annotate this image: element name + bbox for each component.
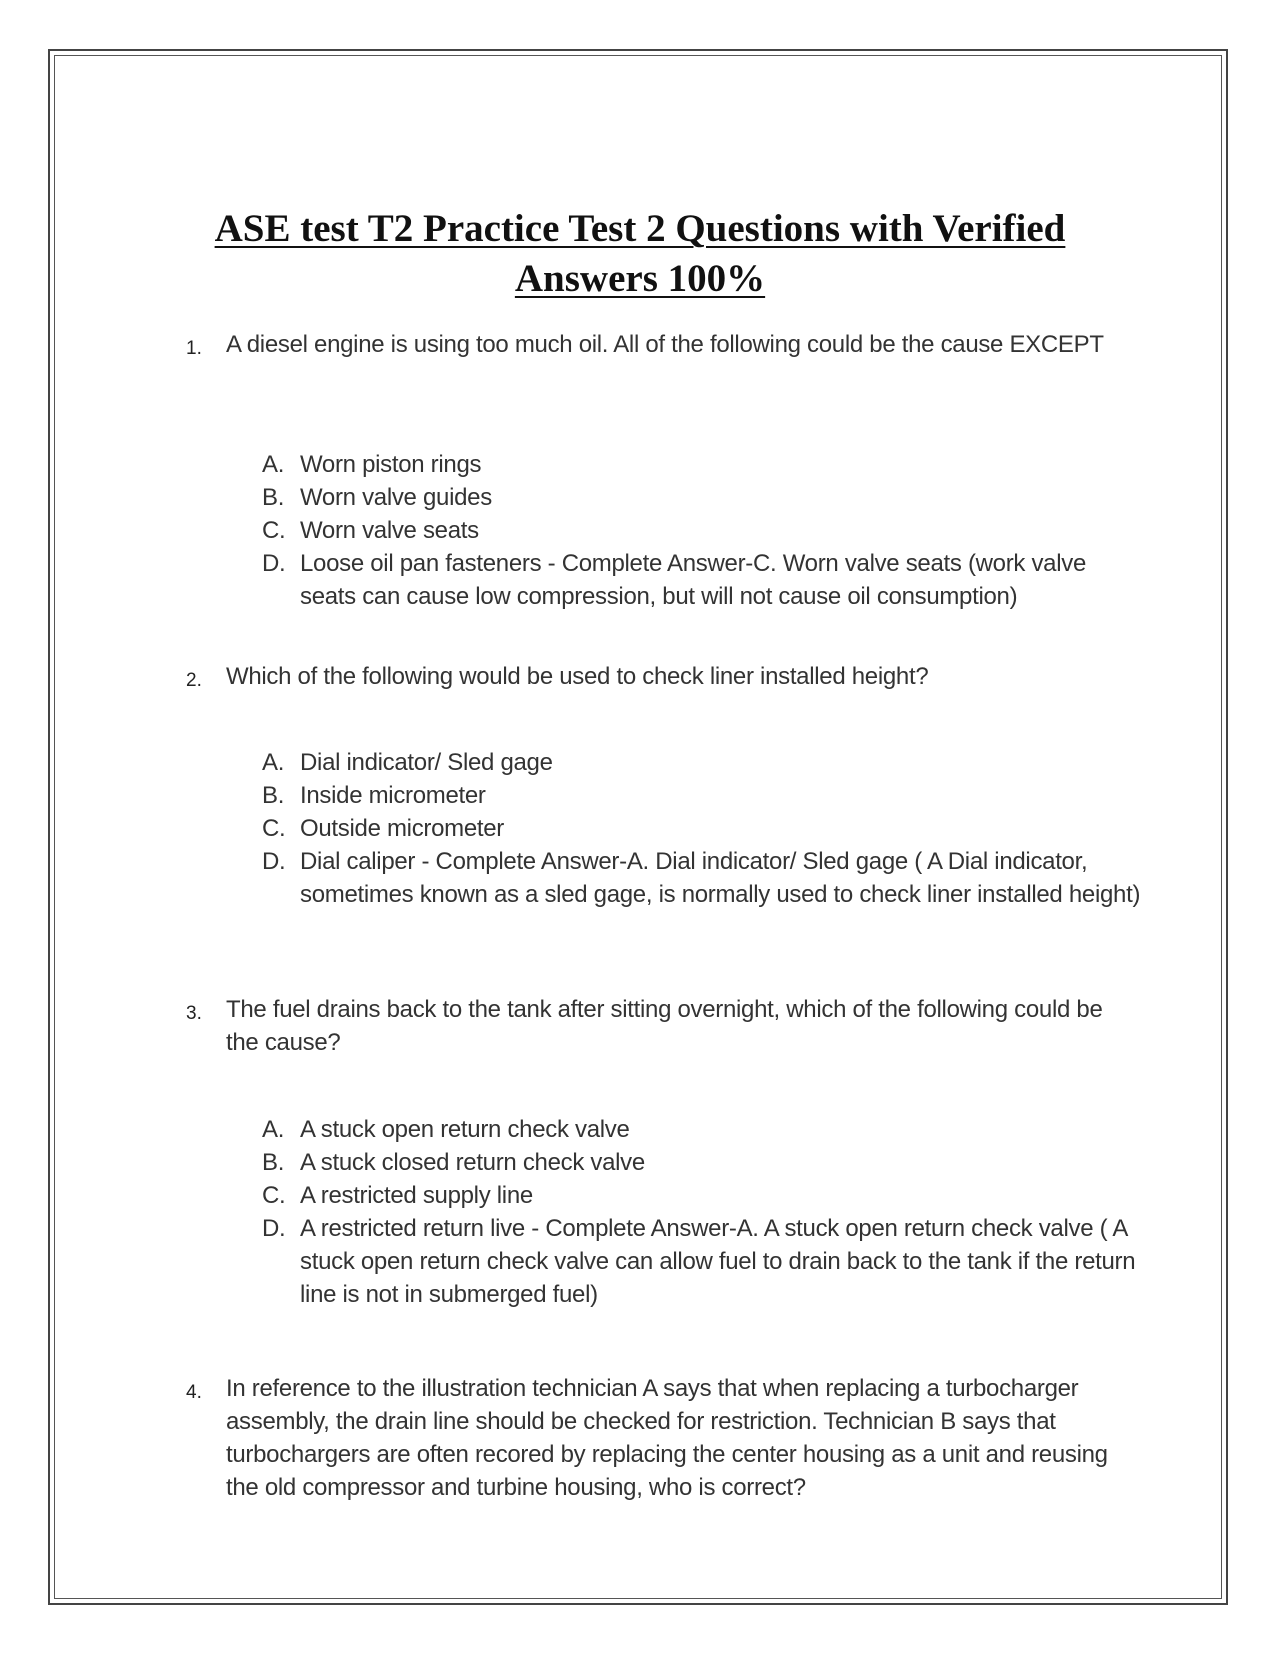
option-text: A stuck open return check valve xyxy=(300,1116,630,1143)
option-text: Outside micrometer xyxy=(300,815,504,842)
answer-option xyxy=(262,448,1142,481)
option-letter: C. xyxy=(262,1182,286,1209)
answer-option xyxy=(262,1179,1142,1212)
option-letter: A. xyxy=(262,749,285,776)
option-text: A stuck closed return check valve xyxy=(300,1149,645,1176)
option-letter: D. xyxy=(262,848,286,875)
answer-options xyxy=(262,448,1142,613)
answer-options xyxy=(262,746,1142,911)
question-text: The fuel drains back to the tank after sitting overnight, which of the following could be the cause? xyxy=(226,996,1103,1056)
question-text: A diesel engine is using too much oil. All of the following could be the cause EXCEPT xyxy=(226,331,1104,358)
question-number: 1. xyxy=(186,338,202,359)
option-text: Worn valve seats xyxy=(300,517,479,544)
answer-option xyxy=(262,1146,1142,1179)
answer-option xyxy=(262,481,1142,514)
answer-options xyxy=(262,1113,1142,1311)
answer-option xyxy=(262,514,1142,547)
answer-option xyxy=(262,547,1142,613)
question-text: Which of the following would be used to check liner installed height? xyxy=(226,663,929,690)
option-text: A restricted supply line xyxy=(300,1182,533,1209)
answer-option xyxy=(262,1212,1142,1311)
question-number: 2. xyxy=(186,670,202,691)
option-letter: B. xyxy=(262,782,285,809)
option-letter: A. xyxy=(262,1116,285,1143)
option-letter: B. xyxy=(262,1149,285,1176)
option-text: Worn valve guides xyxy=(300,484,492,511)
option-text: A restricted return live - Complete Answer-A. A stuck open return check valve ( A stuck open return check valve can allow fuel to drain back to the tank if the return line is not in submerged fuel) xyxy=(300,1215,1136,1308)
answer-option xyxy=(262,779,1142,812)
option-letter: D. xyxy=(262,1215,286,1242)
option-text: Inside micrometer xyxy=(300,782,486,809)
option-text: Loose oil pan fasteners - Complete Answer-C. Worn valve seats (work valve seats can cause low compression, but will not cause oil consumption) xyxy=(300,550,1087,610)
option-letter: C. xyxy=(262,517,286,544)
option-letter: D. xyxy=(262,550,286,577)
question-number: 4. xyxy=(186,1382,202,1403)
option-letter: C. xyxy=(262,815,286,842)
option-text: Dial indicator/ Sled gage xyxy=(300,749,553,776)
option-text: Dial caliper - Complete Answer-A. Dial indicator/ Sled gage ( A Dial indicator, sometimes known as a sled gage, is normally used to check liner installed height) xyxy=(300,848,1141,908)
option-text: Worn piston rings xyxy=(300,451,482,478)
answer-option xyxy=(262,845,1142,911)
question-number: 3. xyxy=(186,1003,202,1024)
option-letter: B. xyxy=(262,484,285,511)
question-text: In reference to the illustration technician A says that when replacing a turbocharger assembly, the drain line should be checked for restriction. Technician B says that turbochargers are often recored by replacing the center housing as a unit and reusing the old compressor and turbine housing, who is correct? xyxy=(226,1375,1108,1501)
option-letter: A. xyxy=(262,451,285,478)
document-title-text: ASE test T2 Practice Test 2 Questions with Verified Answers 100% xyxy=(214,207,1066,300)
answer-option xyxy=(262,812,1142,845)
answer-option xyxy=(262,1113,1142,1146)
answer-option xyxy=(262,746,1142,779)
